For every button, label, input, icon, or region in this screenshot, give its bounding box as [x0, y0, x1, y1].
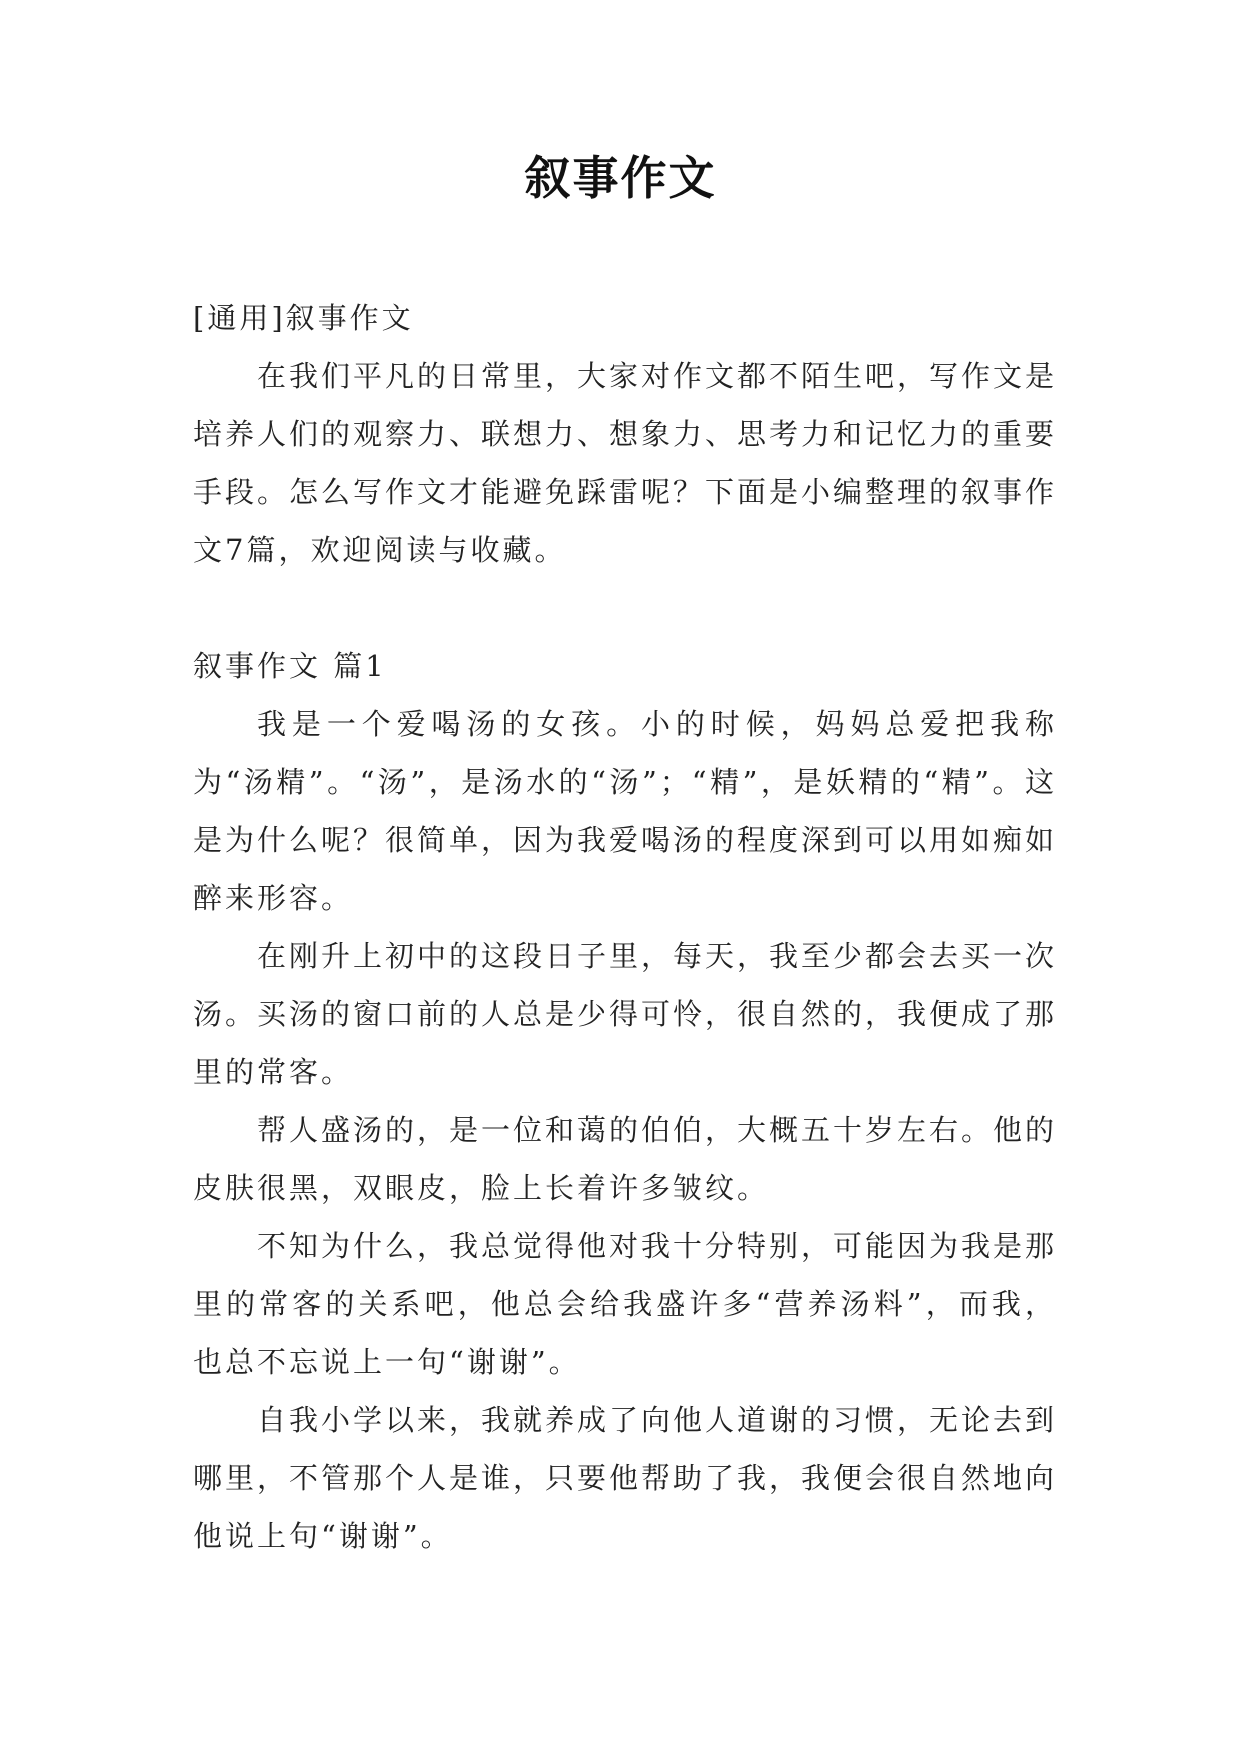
- section-heading: 叙事作文 篇1: [193, 649, 387, 683]
- intro-paragraph: 在我们平凡的日常里，大家对作文都不陌生吧，写作文是培养人们的观察力、联想力、想象力、思考力和记忆力的重要手段。怎么写作文才能避免踩雷呢？下面是小编整理的叙事作文7篇，欢迎阅读与收藏。: [193, 359, 1058, 567]
- document-body: [193, 289, 1057, 1565]
- body-paragraph-2: 在刚升上初中的这段日子里，每天，我至少都会去买一次汤。买汤的窗口前的人总是少得可怜，很自然的，我便成了那里的常客。: [193, 939, 1058, 1089]
- document-title: 叙事作文: [524, 151, 717, 205]
- body-paragraph-3: 帮人盛汤的，是一位和蔼的伯伯，大概五十岁左右。他的皮肤很黑，双眼皮，脸上长着许多皱纹。: [193, 1113, 1058, 1205]
- body-paragraph-4: 不知为什么，我总觉得他对我十分特别，可能因为我是那里的常客的关系吧，他总会给我盛许多“营养汤料”，而我，也总不忘说上一句“谢谢”。: [193, 1229, 1058, 1379]
- section-spacer: [193, 579, 1057, 637]
- document-subtitle: [通用]叙事作文: [193, 301, 414, 335]
- body-paragraph-5: 自我小学以来，我就养成了向他人道谢的习惯，无论去到哪里，不管那个人是谁，只要他帮助了我，我便会很自然地向他说上句“谢谢”。: [193, 1403, 1058, 1553]
- body-paragraph-1: 我是一个爱喝汤的女孩。小的时候，妈妈总爱把我称为“汤精”。“汤”，是汤水的“汤”；“精”，是妖精的“精”。这是为什么呢？很简单，因为我爱喝汤的程度深到可以用如痴如醉来形容。: [193, 707, 1058, 915]
